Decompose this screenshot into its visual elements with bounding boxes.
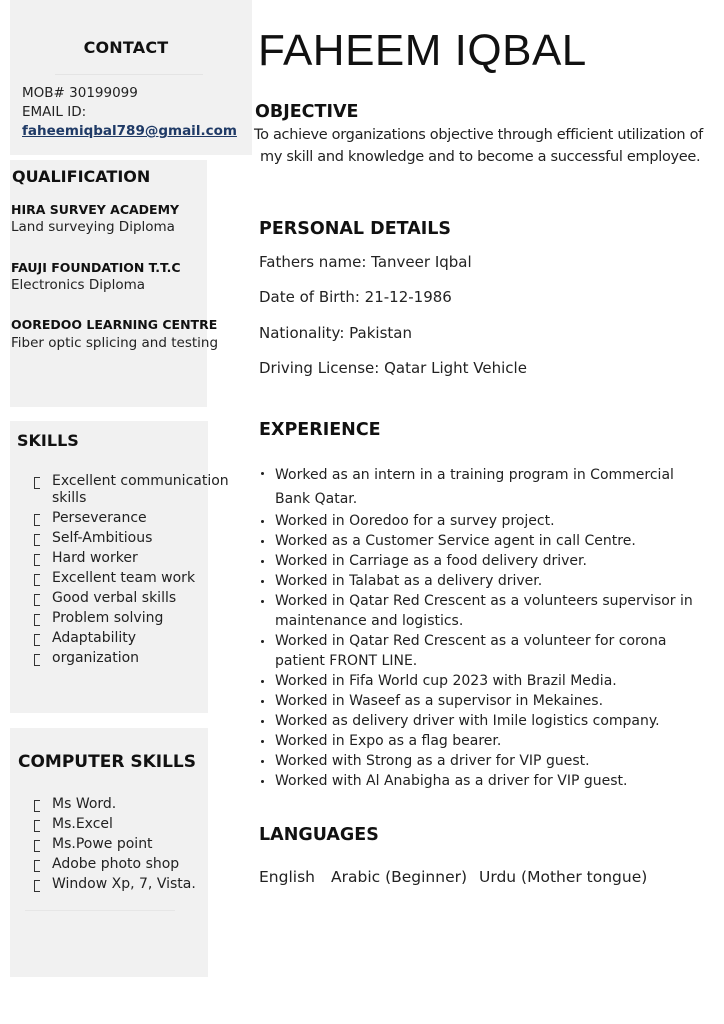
skill-item: organization <box>34 650 234 667</box>
qualification-heading: QUALIFICATION <box>12 167 151 186</box>
contact-mobile: MOB# 30199099 <box>22 85 138 101</box>
experience-item: Worked in Expo as a flag bearer. <box>259 731 699 751</box>
skill-item: Problem solving <box>34 610 234 627</box>
skill-item: Self-Ambitious <box>34 530 234 547</box>
skill-item: Adaptability <box>34 630 234 647</box>
candidate-name: FAHEEM IQBAL <box>258 26 587 75</box>
experience-item: Worked as an intern in a training program in Commercial Bank Qatar. <box>259 463 699 511</box>
date-of-birth: Date of Birth: 21-12-1986 <box>259 288 452 306</box>
skill-item: Perseverance <box>34 510 234 527</box>
contact-email-link[interactable]: faheemiqbal789@gmail.com <box>22 123 237 139</box>
languages-heading: LANGUAGES <box>259 825 379 845</box>
computer-skill-item: Ms Word. <box>34 796 214 813</box>
language-urdu: Urdu (Mother tongue) <box>479 868 648 886</box>
qualification-school: FAUJI FOUNDATION T.T.C <box>11 260 181 275</box>
contact-email-label: EMAIL ID: <box>22 104 87 120</box>
experience-item: Worked in Ooredoo for a survey project. <box>259 511 699 531</box>
father-name: Fathers name: Tanveer Iqbal <box>259 253 472 271</box>
experience-item: Worked in Qatar Red Crescent as a volunteers supervisor in maintenance and logistics. <box>259 591 699 631</box>
experience-item: Worked in Waseef as a supervisor in Mekaines. <box>259 691 699 711</box>
experience-heading: EXPERIENCE <box>259 420 381 440</box>
computer-skill-item: Ms.Powe point <box>34 836 214 853</box>
language-arabic: Arabic (Beginner) <box>331 868 468 886</box>
computer-skill-item: Window Xp, 7, Vista. <box>34 876 214 893</box>
experience-item: Worked in Fifa World cup 2023 with Brazil Media. <box>259 671 699 691</box>
computer-skills-divider <box>25 910 175 911</box>
qualification-school: HIRA SURVEY ACADEMY <box>11 202 180 217</box>
computer-skill-item: Ms.Excel <box>34 816 214 833</box>
skill-item: Good verbal skills <box>34 590 234 607</box>
skill-item: Excellent team work <box>34 570 234 587</box>
qualification-degree: Electronics Diploma <box>11 277 146 293</box>
driving-license: Driving License: Qatar Light Vehicle <box>259 359 527 377</box>
objective-text-line: my skill and knowledge and to become a successful employee. <box>260 149 701 165</box>
experience-item: Worked in Qatar Red Crescent as a volunteer for corona patient FRONT LINE. <box>259 631 699 671</box>
skill-item: Excellent communication skills <box>34 473 234 507</box>
experience-item: Worked with Al Anabigha as a driver for VIP guest. <box>259 771 699 791</box>
skill-item: Hard worker <box>34 550 234 567</box>
contact-heading: CONTACT <box>83 38 169 57</box>
skills-list <box>34 473 234 670</box>
experience-list <box>259 463 699 791</box>
language-english: English <box>259 868 315 886</box>
objective-text-line: To achieve organizations objective through efficient utilization of <box>254 127 703 143</box>
nationality: Nationality: Pakistan <box>259 324 412 342</box>
objective-heading: OBJECTIVE <box>255 102 359 122</box>
qualification-degree: Fiber optic splicing and testing <box>11 335 219 351</box>
experience-item: Worked in Talabat as a delivery driver. <box>259 571 699 591</box>
skills-heading: SKILLS <box>17 431 79 450</box>
experience-item: Worked as delivery driver with Imile logistics company. <box>259 711 699 731</box>
computer-skill-item: Adobe photo shop <box>34 856 214 873</box>
contact-divider <box>55 74 203 75</box>
computer-skills-list <box>34 796 214 896</box>
computer-skills-heading: COMPUTER SKILLS <box>18 752 196 772</box>
experience-item: Worked in Carriage as a food delivery driver. <box>259 551 699 571</box>
qualification-degree: Land surveying Diploma <box>11 219 175 235</box>
experience-item: Worked with Strong as a driver for VIP guest. <box>259 751 699 771</box>
experience-item: Worked as a Customer Service agent in call Centre. <box>259 531 699 551</box>
personal-details-heading: PERSONAL DETAILS <box>259 219 452 239</box>
qualification-school: OOREDOO LEARNING CENTRE <box>11 317 218 332</box>
